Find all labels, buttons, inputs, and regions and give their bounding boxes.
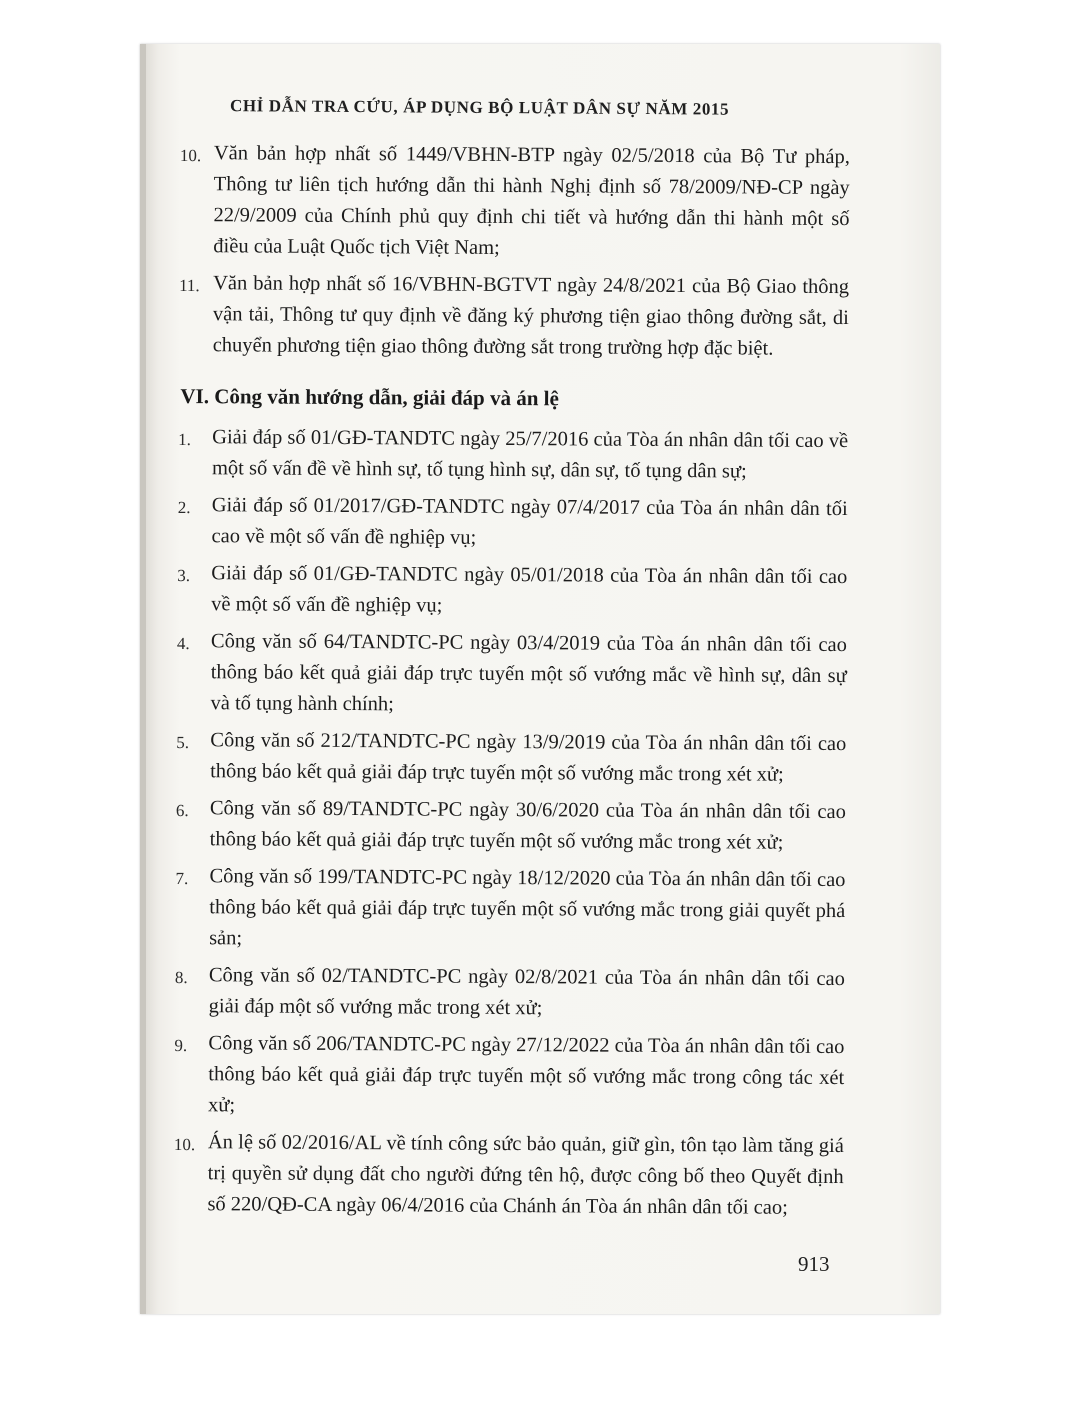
- section-list: [173, 422, 848, 1224]
- section-list-item-text: Công văn số 02/TANDTC-PC ngày 02/8/2021 của Tòa án nhân dân tối cao giải đáp một số vướng mắc trong xét xử;: [208, 964, 845, 1020]
- section-list-item: [178, 422, 848, 488]
- section-list-item-number: 4.: [176, 633, 190, 654]
- section-list-item-text: Công văn số 199/TANDTC-PC ngày 18/12/2020 của Tòa án nhân dân tối cao thông báo kết quả giải đáp trực tuyến một số vướng mắc trong giải quyết phá sản;: [209, 865, 846, 950]
- section-list-item-number: 5.: [176, 732, 190, 753]
- top-list-item: [179, 268, 850, 365]
- section-list-item: [174, 1028, 845, 1125]
- top-list-item-text: Văn bản hợp nhất số 1449/VBHN-BTP ngày 02/5/2018 của Bộ Tư pháp, Thông tư liên tịch hướng dẫn thi hành Nghị định số 78/2009/NĐ-CP ngày 22/9/2009 của Chính phủ quy định chi tiết và hướng dẫn thi hành một số điều của Luật Quốc tịch Việt Nam;: [213, 142, 850, 259]
- section-list-item: [177, 558, 847, 624]
- section-list-item-number: 3.: [177, 565, 191, 586]
- page-number: 913: [798, 1252, 830, 1276]
- top-list-item-number: 10.: [179, 145, 202, 166]
- section-list-item: [175, 960, 845, 1026]
- section-list-item-number: 10.: [173, 1134, 196, 1155]
- section-list-item: [173, 1127, 844, 1224]
- top-list-item-text: Văn bản hợp nhất số 16/VBHN-BGTVT ngày 24/8/2021 của Bộ Giao thông vận tải, Thông tư quy định về đăng ký phương tiện giao thông đường sắt, di chuyển phương tiện giao thông đường sắt trong trường hợp đặc biệt.: [212, 272, 850, 360]
- section-list-item-text: Giải đáp số 01/2017/GĐ-TANDTC ngày 07/4/2017 của Tòa án nhân dân tối cao về một số vấn đề nghiệp vụ;: [211, 494, 848, 549]
- section-list-item-text: Giải đáp số 01/GĐ-TANDTC ngày 25/7/2016 của Tòa án nhân dân tối cao về một số vấn đề về hình sự, tố tụng hình sự, dân sự, tố tụng dân sự;: [211, 426, 849, 483]
- section-list-item: [177, 490, 847, 556]
- page-body: [173, 138, 850, 1230]
- section-list-item-text: Giải đáp số 01/GĐ-TANDTC ngày 05/01/2018 của Tòa án nhân dân tối cao về một số vấn đề nghiệp vụ;: [211, 562, 848, 617]
- section-list-item-text: Công văn số 64/TANDTC-PC ngày 03/4/2019 của Tòa án nhân dân tối cao thông báo kết quả giải đáp trực tuyến một số vướng mắc về hình sự, dân sự và tố tụng hành chính;: [210, 630, 847, 716]
- section-list-item-text: Công văn số 89/TANDTC-PC ngày 30/6/2020 của Tòa án nhân dân tối cao thông báo kết quả giải đáp trực tuyến một số vướng mắc trong xét xử;: [209, 797, 846, 854]
- section-list-item-text: Công văn số 212/TANDTC-PC ngày 13/9/2019 của Tòa án nhân dân tối cao thông báo kết quả giải đáp trực tuyến một số vướng mắc trong xét xử;: [210, 729, 847, 786]
- section-list-item: [175, 861, 846, 958]
- top-list-item-number: 11.: [179, 275, 200, 296]
- section-list-item: [176, 725, 846, 791]
- section-heading: VI. Công văn hướng dẫn, giải đáp và án lệ: [180, 384, 559, 411]
- section-list-item-number: 9.: [174, 1035, 188, 1056]
- section-list-item: [176, 626, 847, 723]
- section-list-item-text: Án lệ số 02/2016/AL về tính công sức bảo quản, giữ gìn, tôn tạo làm tăng giá trị quyền sử dụng đất cho người đứng tên hộ, được công bố theo Quyết định số 220/QĐ-CA ngày 06/4/2016 của Chánh án Tòa án nhân dân tối cao;: [207, 1131, 844, 1219]
- top-list: [179, 138, 850, 365]
- section-list-item-number: 1.: [178, 429, 191, 450]
- section-list-item-number: 8.: [174, 967, 188, 988]
- section-list-item-number: 7.: [175, 868, 189, 889]
- section-list-item-number: 6.: [175, 800, 189, 821]
- section-list-item: [176, 793, 846, 859]
- running-head: CHỈ DẪN TRA CỨU, ÁP DỤNG BỘ LUẬT DÂN SỰ NĂM 2015: [229, 96, 730, 119]
- section-list-item-text: Công văn số 206/TANDTC-PC ngày 27/12/2022 của Tòa án nhân dân tối cao thông báo kết quả giải đáp trực tuyến một số vướng mắc trong công tác xét xử;: [208, 1032, 845, 1117]
- top-list-item: [179, 138, 850, 266]
- section-list-item-number: 2.: [177, 497, 191, 518]
